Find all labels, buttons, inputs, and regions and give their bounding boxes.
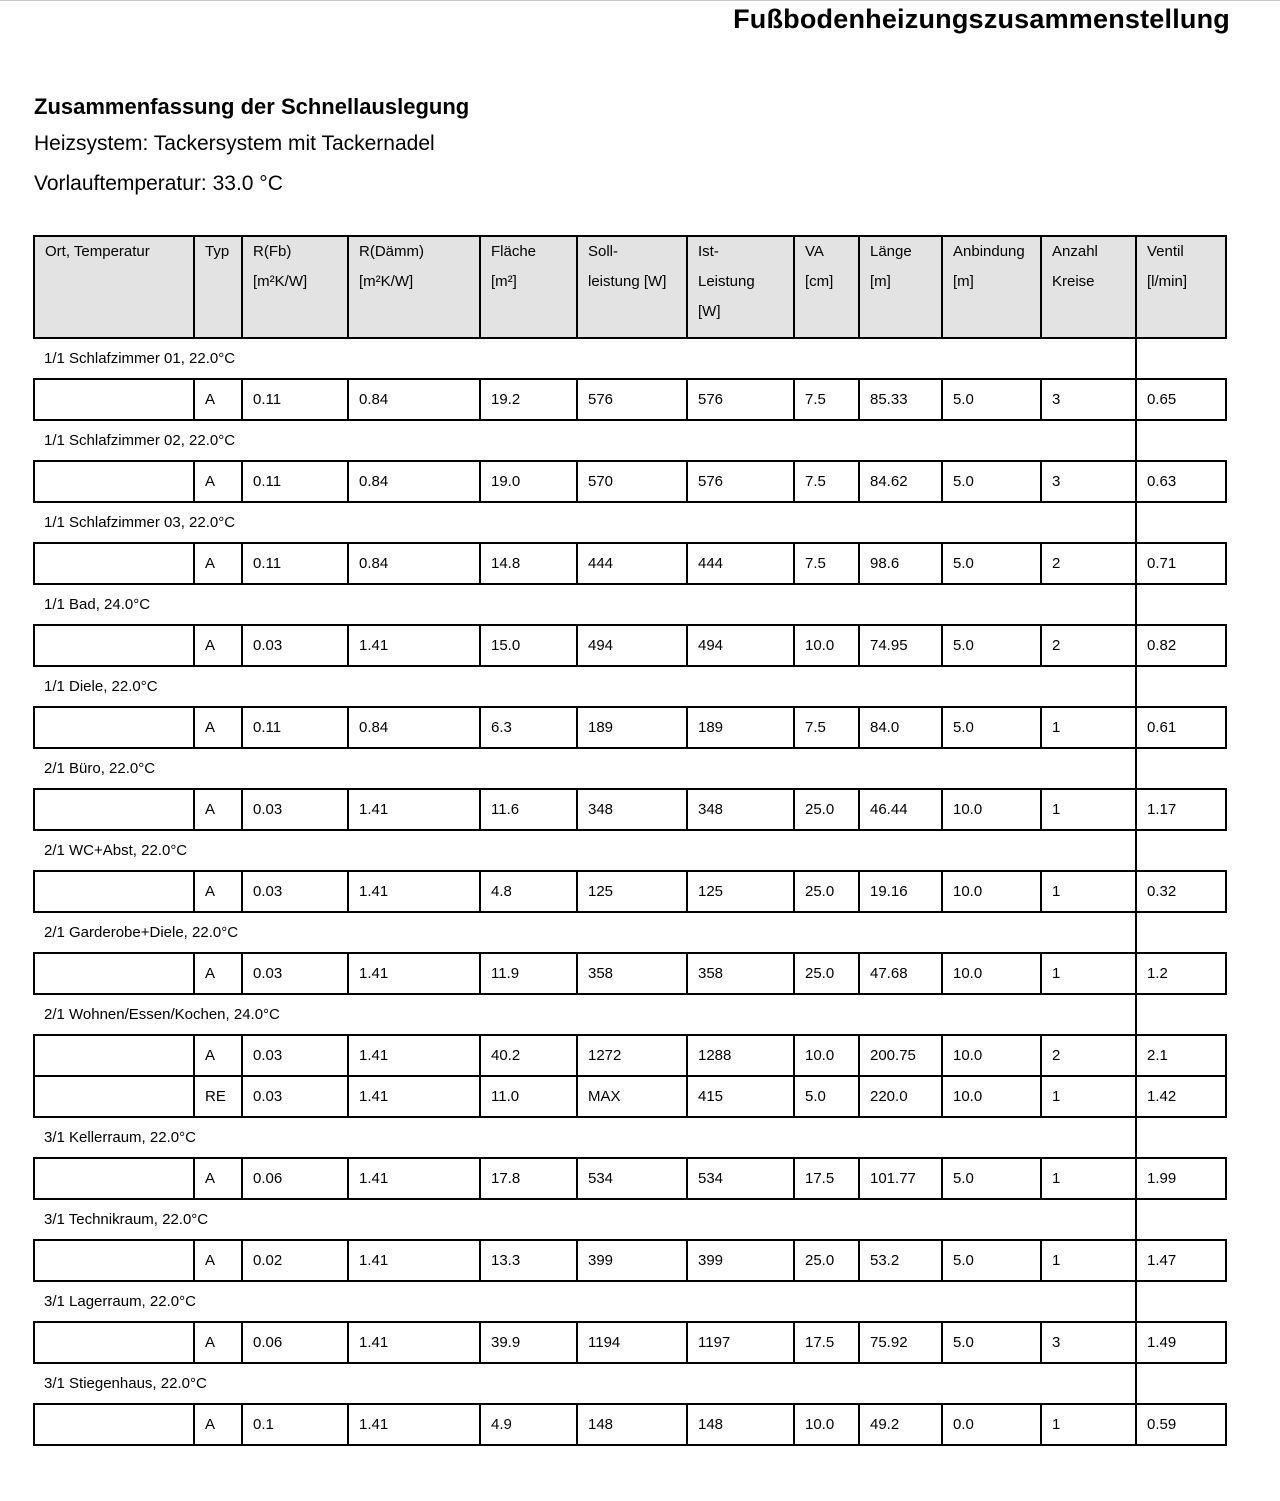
- room-name: 1/1 Schlafzimmer 03, 22.0°C: [44, 514, 236, 531]
- room-name: 3/1 Kellerraum, 22.0°C: [44, 1129, 196, 1146]
- table-cell: A: [194, 953, 242, 994]
- table-cell: 0.11: [242, 707, 348, 748]
- room-row-spacer: [1136, 338, 1226, 379]
- column-header-line: Ort, Temperatur: [45, 243, 150, 260]
- column-header-line: leistung [W]: [588, 273, 667, 290]
- top-divider: [0, 0, 1280, 1]
- table-cell: 0.11: [242, 461, 348, 502]
- table-cell: 0.63: [1136, 461, 1226, 502]
- table-cell: 494: [577, 625, 687, 666]
- room-row-spacer: [1136, 994, 1226, 1035]
- table-cell: 7.5: [794, 543, 859, 584]
- table-row: [34, 1076, 1226, 1117]
- table-cell: 1.49: [1136, 1322, 1226, 1363]
- table-cell: 0.84: [348, 379, 480, 420]
- table-cell: A: [194, 1240, 242, 1281]
- column-header-line: [m²]: [491, 273, 517, 290]
- table-cell: 1: [1041, 1240, 1136, 1281]
- table-cell: 534: [687, 1158, 794, 1199]
- table-row: [34, 1240, 1226, 1281]
- summary-title: Zusammenfassung der Schnellauslegung: [34, 94, 470, 119]
- table-cell: 1.47: [1136, 1240, 1226, 1281]
- room-name: 3/1 Lagerraum, 22.0°C: [44, 1293, 196, 1310]
- column-header-line: [W]: [698, 303, 721, 320]
- table-cell: 19.2: [480, 379, 577, 420]
- room-name: 2/1 Wohnen/Essen/Kochen, 24.0°C: [44, 1006, 280, 1023]
- column-header-line: [m]: [953, 273, 974, 290]
- table-cell: A: [194, 543, 242, 584]
- table-cell: 10.0: [942, 871, 1041, 912]
- table-cell: 494: [687, 625, 794, 666]
- table-cell: 5.0: [942, 707, 1041, 748]
- table-cell: 15.0: [480, 625, 577, 666]
- table-cell: 0.03: [242, 1035, 348, 1076]
- table-cell: 25.0: [794, 789, 859, 830]
- table-cell: 98.6: [859, 543, 942, 584]
- table-cell: [34, 1158, 194, 1199]
- room-row: [34, 1117, 1226, 1158]
- table-cell: 40.2: [480, 1035, 577, 1076]
- table-cell: [34, 789, 194, 830]
- table-cell: [34, 379, 194, 420]
- table-cell: 49.2: [859, 1404, 942, 1445]
- table-cell: 5.0: [794, 1076, 859, 1117]
- table-row: [34, 625, 1226, 666]
- room-row: [34, 584, 1226, 625]
- table-cell: 14.8: [480, 543, 577, 584]
- table-cell: 1197: [687, 1322, 794, 1363]
- table-cell: 74.95: [859, 625, 942, 666]
- table-row: [34, 953, 1226, 994]
- column-header: [34, 236, 194, 338]
- heating-summary-table: [33, 235, 1227, 1446]
- room-row-spacer: [1136, 830, 1226, 871]
- column-header: [942, 236, 1041, 338]
- table-cell: 17.8: [480, 1158, 577, 1199]
- column-header-line: [cm]: [805, 273, 834, 290]
- table-cell: 19.0: [480, 461, 577, 502]
- table-cell: 10.0: [942, 789, 1041, 830]
- table-cell: 3: [1041, 1322, 1136, 1363]
- column-header-line: Länge: [870, 243, 912, 260]
- column-header-line: Ist-: [698, 243, 719, 260]
- table-cell: 11.9: [480, 953, 577, 994]
- room-row: [34, 338, 1226, 379]
- room-row-spacer: [1136, 1117, 1226, 1158]
- table-cell: 1.99: [1136, 1158, 1226, 1199]
- table-cell: 1.41: [348, 1322, 480, 1363]
- table-cell: 0.02: [242, 1240, 348, 1281]
- table-cell: 358: [577, 953, 687, 994]
- table-cell: 220.0: [859, 1076, 942, 1117]
- room-row: [34, 830, 1226, 871]
- column-header-line: Leistung: [698, 273, 755, 290]
- table-cell: 5.0: [942, 1158, 1041, 1199]
- column-header-line: Ventil: [1147, 243, 1184, 260]
- column-header: [348, 236, 480, 338]
- table-cell: 1: [1041, 707, 1136, 748]
- table-cell: 84.0: [859, 707, 942, 748]
- table-cell: 5.0: [942, 379, 1041, 420]
- table-cell: 47.68: [859, 953, 942, 994]
- table-cell: 1: [1041, 1404, 1136, 1445]
- table-cell: 1194: [577, 1322, 687, 1363]
- table-cell: 2: [1041, 625, 1136, 666]
- room-row: [34, 1363, 1226, 1404]
- table-cell: 19.16: [859, 871, 942, 912]
- table-cell: A: [194, 379, 242, 420]
- table-cell: 0.84: [348, 543, 480, 584]
- column-header-line: Anbindung: [953, 243, 1025, 260]
- room-row: [34, 420, 1226, 461]
- table-cell: 11.6: [480, 789, 577, 830]
- room-name: 1/1 Schlafzimmer 02, 22.0°C: [44, 432, 236, 449]
- column-header-line: Typ: [205, 243, 230, 260]
- table-cell: 17.5: [794, 1158, 859, 1199]
- column-header: [1041, 236, 1136, 338]
- column-header-line: [m]: [870, 273, 891, 290]
- column-header-line: Soll-: [588, 243, 619, 260]
- table-cell: 1.42: [1136, 1076, 1226, 1117]
- table-cell: 2: [1041, 543, 1136, 584]
- table-cell: [34, 707, 194, 748]
- table-cell: A: [194, 789, 242, 830]
- column-header-line: VA: [805, 243, 824, 260]
- table-cell: 1.2: [1136, 953, 1226, 994]
- table-cell: 10.0: [794, 625, 859, 666]
- table-cell: 200.75: [859, 1035, 942, 1076]
- table-cell: A: [194, 1322, 242, 1363]
- table-row: [34, 379, 1226, 420]
- table-cell: 10.0: [942, 1035, 1041, 1076]
- table-cell: 0.0: [942, 1404, 1041, 1445]
- table-cell: 348: [577, 789, 687, 830]
- column-header: [242, 236, 348, 338]
- column-header: [687, 236, 794, 338]
- table-cell: 0.59: [1136, 1404, 1226, 1445]
- table-cell: 0.03: [242, 953, 348, 994]
- table-cell: 0.71: [1136, 543, 1226, 584]
- table-cell: 25.0: [794, 871, 859, 912]
- table-cell: A: [194, 871, 242, 912]
- table-cell: A: [194, 625, 242, 666]
- table-cell: 10.0: [794, 1404, 859, 1445]
- table-cell: 0.61: [1136, 707, 1226, 748]
- summary-block: [34, 90, 469, 204]
- table-cell: 1.41: [348, 1035, 480, 1076]
- room-row-spacer: [1136, 666, 1226, 707]
- column-header-line: [l/min]: [1147, 273, 1188, 290]
- table-cell: 0.06: [242, 1158, 348, 1199]
- table-cell: 189: [577, 707, 687, 748]
- column-header-line: [m²K/W]: [359, 273, 414, 290]
- table-cell: 399: [577, 1240, 687, 1281]
- table-cell: 2: [1041, 1035, 1136, 1076]
- room-row-spacer: [1136, 1281, 1226, 1322]
- table-cell: 0.11: [242, 379, 348, 420]
- table-cell: 576: [687, 379, 794, 420]
- column-header-line: R(Fb): [253, 243, 292, 260]
- column-header-line: R(Dämm): [359, 243, 424, 260]
- table-cell: 7.5: [794, 707, 859, 748]
- room-row-spacer: [1136, 1363, 1226, 1404]
- table-cell: 7.5: [794, 461, 859, 502]
- room-row-spacer: [1136, 584, 1226, 625]
- room-row-spacer: [1136, 912, 1226, 953]
- table-cell: 125: [687, 871, 794, 912]
- table-cell: 10.0: [942, 953, 1041, 994]
- room-name: 2/1 WC+Abst, 22.0°C: [44, 842, 188, 859]
- table-cell: 125: [577, 871, 687, 912]
- table-cell: MAX: [577, 1076, 687, 1117]
- column-header: [859, 236, 942, 338]
- table-cell: 39.9: [480, 1322, 577, 1363]
- room-row-spacer: [1136, 502, 1226, 543]
- table-cell: 4.8: [480, 871, 577, 912]
- table-cell: 0.82: [1136, 625, 1226, 666]
- table-cell: A: [194, 707, 242, 748]
- table-cell: 576: [687, 461, 794, 502]
- table-cell: 75.92: [859, 1322, 942, 1363]
- column-header: [577, 236, 687, 338]
- room-row: [34, 502, 1226, 543]
- room-row: [34, 748, 1226, 789]
- table-cell: 10.0: [794, 1035, 859, 1076]
- table-cell: 17.5: [794, 1322, 859, 1363]
- table-cell: 576: [577, 379, 687, 420]
- room-name: 1/1 Diele, 22.0°C: [44, 678, 158, 695]
- table-cell: 53.2: [859, 1240, 942, 1281]
- column-header-line: [m²K/W]: [253, 273, 308, 290]
- table-cell: 1.41: [348, 953, 480, 994]
- table-cell: 399: [687, 1240, 794, 1281]
- table-row: [34, 1404, 1226, 1445]
- table-row: [34, 543, 1226, 584]
- table-cell: 1: [1041, 871, 1136, 912]
- table-cell: 5.0: [942, 1322, 1041, 1363]
- room-name: 3/1 Stiegenhaus, 22.0°C: [44, 1375, 207, 1392]
- room-row: [34, 994, 1226, 1035]
- column-header-line: Anzahl: [1052, 243, 1098, 260]
- table-cell: 570: [577, 461, 687, 502]
- column-header: [480, 236, 577, 338]
- table-cell: 1272: [577, 1035, 687, 1076]
- table-cell: 0.03: [242, 1076, 348, 1117]
- table-cell: [34, 543, 194, 584]
- table-cell: A: [194, 461, 242, 502]
- heating-system-line: Heizsystem: Tackersystem mit Tackernadel: [34, 132, 435, 155]
- document-title: Fußbodenheizungszusammenstellung: [733, 4, 1230, 34]
- table-cell: 1: [1041, 789, 1136, 830]
- table-cell: 1.41: [348, 1076, 480, 1117]
- table-cell: [34, 1404, 194, 1445]
- table-cell: 4.9: [480, 1404, 577, 1445]
- table-cell: A: [194, 1035, 242, 1076]
- table-cell: 1.41: [348, 1404, 480, 1445]
- table-cell: 1.41: [348, 1158, 480, 1199]
- table-row: [34, 1158, 1226, 1199]
- room-row: [34, 1199, 1226, 1240]
- table-cell: 444: [687, 543, 794, 584]
- column-header: [1136, 236, 1226, 338]
- table-cell: 0.84: [348, 707, 480, 748]
- table-cell: [34, 625, 194, 666]
- table-cell: 1.41: [348, 871, 480, 912]
- table-cell: 148: [577, 1404, 687, 1445]
- table-row: [34, 707, 1226, 748]
- table-cell: A: [194, 1404, 242, 1445]
- room-row-spacer: [1136, 748, 1226, 789]
- header-row: [34, 236, 1226, 338]
- table-cell: 25.0: [794, 1240, 859, 1281]
- flow-temperature-line: Vorlauftemperatur: 33.0 °C: [34, 172, 283, 195]
- table-cell: 25.0: [794, 953, 859, 994]
- table-cell: 534: [577, 1158, 687, 1199]
- table-cell: 415: [687, 1076, 794, 1117]
- table-cell: [34, 953, 194, 994]
- table-cell: 348: [687, 789, 794, 830]
- column-header: [194, 236, 242, 338]
- room-row-spacer: [1136, 1199, 1226, 1240]
- table-cell: A: [194, 1158, 242, 1199]
- table-cell: 1: [1041, 953, 1136, 994]
- table-cell: 10.0: [942, 1076, 1041, 1117]
- table-cell: 11.0: [480, 1076, 577, 1117]
- table-cell: 0.1: [242, 1404, 348, 1445]
- room-row: [34, 666, 1226, 707]
- table-cell: 0.32: [1136, 871, 1226, 912]
- column-header: [794, 236, 859, 338]
- table-cell: 0.11: [242, 543, 348, 584]
- table-row: [34, 871, 1226, 912]
- table-cell: [34, 1035, 194, 1076]
- room-row-spacer: [1136, 420, 1226, 461]
- table-cell: 5.0: [942, 625, 1041, 666]
- table-cell: 0.84: [348, 461, 480, 502]
- table-cell: 1.41: [348, 625, 480, 666]
- table-cell: 101.77: [859, 1158, 942, 1199]
- table-cell: [34, 1076, 194, 1117]
- table-cell: 13.3: [480, 1240, 577, 1281]
- room-name: 2/1 Büro, 22.0°C: [44, 760, 156, 777]
- table-cell: [34, 461, 194, 502]
- room-name: 2/1 Garderobe+Diele, 22.0°C: [44, 924, 239, 941]
- table-cell: 5.0: [942, 543, 1041, 584]
- table-cell: [34, 871, 194, 912]
- table-cell: 0.03: [242, 871, 348, 912]
- table-cell: 0.06: [242, 1322, 348, 1363]
- table-cell: [34, 1240, 194, 1281]
- table-cell: 1: [1041, 1158, 1136, 1199]
- table-cell: 1.41: [348, 1240, 480, 1281]
- table-cell: 189: [687, 707, 794, 748]
- table-cell: 0.03: [242, 789, 348, 830]
- column-header-line: Kreise: [1052, 273, 1095, 290]
- table-cell: 3: [1041, 461, 1136, 502]
- table-cell: 7.5: [794, 379, 859, 420]
- table-cell: 0.65: [1136, 379, 1226, 420]
- table-cell: 5.0: [942, 461, 1041, 502]
- table-cell: 1288: [687, 1035, 794, 1076]
- table-cell: 1.17: [1136, 789, 1226, 830]
- table-cell: [34, 1322, 194, 1363]
- table-cell: 444: [577, 543, 687, 584]
- room-name: 1/1 Schlafzimmer 01, 22.0°C: [34, 338, 1136, 379]
- table-cell: 3: [1041, 379, 1136, 420]
- table-cell: 1: [1041, 1076, 1136, 1117]
- table-body: [34, 338, 1226, 1445]
- column-header-line: Fläche: [491, 243, 537, 260]
- table-row: [34, 461, 1226, 502]
- table-row: [34, 1322, 1226, 1363]
- table-row: [34, 789, 1226, 830]
- table-cell: 1.41: [348, 789, 480, 830]
- room-row: [34, 912, 1226, 953]
- table-cell: 85.33: [859, 379, 942, 420]
- table-cell: RE: [194, 1076, 242, 1117]
- table-row: [34, 1035, 1226, 1076]
- table-cell: 5.0: [942, 1240, 1041, 1281]
- table-cell: 0.03: [242, 625, 348, 666]
- table-cell: 358: [687, 953, 794, 994]
- room-row: [34, 1281, 1226, 1322]
- table-cell: 2.1: [1136, 1035, 1226, 1076]
- table-header: [34, 236, 1226, 338]
- table-cell: 84.62: [859, 461, 942, 502]
- table-cell: 6.3: [480, 707, 577, 748]
- room-name: 3/1 Technikraum, 22.0°C: [44, 1211, 209, 1228]
- table-cell: 46.44: [859, 789, 942, 830]
- table-cell: 148: [687, 1404, 794, 1445]
- room-name: 1/1 Bad, 24.0°C: [44, 596, 151, 613]
